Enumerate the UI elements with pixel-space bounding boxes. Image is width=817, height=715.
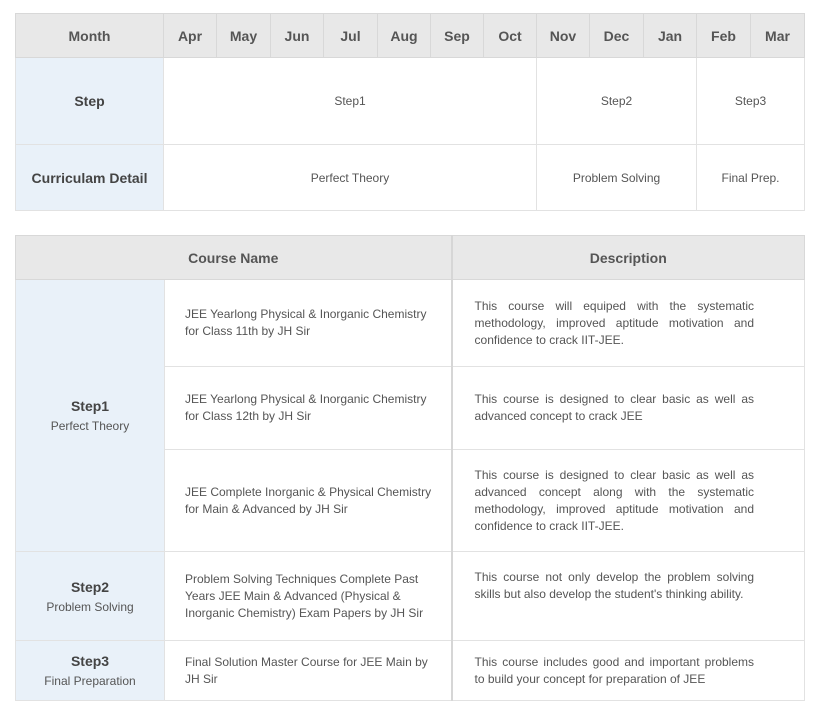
table-row	[16, 641, 805, 701]
month-jan: Jan	[644, 14, 697, 58]
course-description: This course will equiped with the systematic methodology, improved aptitude motivation and confidence to crack IIT-JEE.	[452, 280, 805, 367]
schedule-step1: Step1	[164, 58, 537, 145]
step3-subtitle: Final Preparation	[44, 674, 136, 688]
month-feb: Feb	[697, 14, 751, 58]
curriculum-final-prep: Final Prep.	[697, 145, 805, 211]
month-apr: Apr	[164, 14, 217, 58]
course-name: Final Solution Master Course for JEE Main by JH Sir	[165, 641, 452, 701]
course-name: JEE Yearlong Physical & Inorganic Chemistry for Class 12th by JH Sir	[165, 367, 452, 450]
schedule-step3: Step3	[697, 58, 805, 145]
step1-cell	[16, 280, 165, 552]
month-mar: Mar	[751, 14, 805, 58]
table-row	[16, 280, 805, 367]
month-header-row	[16, 14, 805, 58]
schedule-step2: Step2	[537, 58, 697, 145]
month-dec: Dec	[590, 14, 644, 58]
month-jun: Jun	[271, 14, 324, 58]
step-row-label: Step	[16, 58, 164, 145]
curriculum-row-label: Curriculam Detail	[16, 145, 164, 211]
table-row	[16, 552, 805, 641]
step-row	[16, 58, 805, 145]
curriculum-problem-solving: Problem Solving	[537, 145, 697, 211]
month-header: Month	[16, 14, 164, 58]
month-nov: Nov	[537, 14, 590, 58]
schedule-table	[15, 13, 805, 211]
curriculum-row	[16, 145, 805, 211]
month-may: May	[217, 14, 271, 58]
month-sep: Sep	[431, 14, 484, 58]
step3-cell	[16, 641, 165, 701]
course-name-header: Course Name	[16, 236, 452, 280]
course-description: This course not only develop the problem solving skills but also develop the student's thinking ability.	[452, 552, 805, 641]
course-header-row	[16, 236, 805, 280]
step1-title: Step1	[70, 398, 110, 414]
month-oct: Oct	[484, 14, 537, 58]
step2-title: Step2	[70, 578, 110, 595]
step1-subtitle: Perfect Theory	[50, 419, 130, 433]
course-table	[15, 235, 805, 701]
course-name: Problem Solving Techniques Complete Past Years JEE Main & Advanced (Physical & Inorganic Chemistry) Exam Papers by JH Sir	[165, 552, 452, 641]
course-description: This course is designed to clear basic as well as advanced concept to crack JEE	[452, 367, 805, 450]
course-name: JEE Complete Inorganic & Physical Chemistry for Main & Advanced by JH Sir	[165, 450, 452, 552]
step2-cell	[16, 552, 165, 641]
step2-subtitle: Problem Solving	[46, 599, 134, 614]
step3-title: Step3	[70, 653, 110, 669]
description-header: Description	[452, 236, 805, 280]
course-name: JEE Yearlong Physical & Inorganic Chemistry for Class 11th by JH Sir	[165, 280, 452, 367]
month-aug: Aug	[378, 14, 431, 58]
month-jul: Jul	[324, 14, 378, 58]
curriculum-perfect-theory: Perfect Theory	[164, 145, 537, 211]
course-description: This course is designed to clear basic as well as advanced concept along with the systematic methodology, improved aptitude motivation and confidence to crack IIT-JEE.	[452, 450, 805, 552]
course-description: This course includes good and important problems to build your concept for preparation of JEE	[452, 641, 805, 701]
